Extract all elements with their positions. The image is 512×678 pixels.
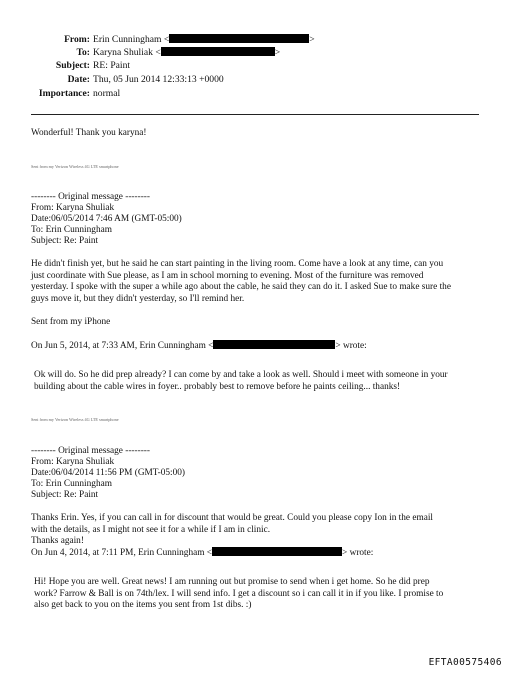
body-line: Ok will do. So he did prep already? I can come by and take a look as well. Should i meet with someone in your bbox=[34, 370, 448, 380]
orig1-to: To: Erin Cunningham bbox=[31, 225, 112, 235]
subject-value: RE: Paint bbox=[93, 60, 131, 71]
body-line: Thanks again! bbox=[31, 536, 84, 547]
redaction-bar bbox=[161, 47, 275, 56]
body-line: yesterday. I spoke with the super a while ago about the cable, he said they can do it. I asked Sue to make sure the bbox=[31, 282, 451, 293]
date-label: Date: bbox=[67, 74, 90, 85]
body-line: also get back to you on the items you sent from 1st dibs. :) bbox=[34, 600, 252, 611]
from-row bbox=[0, 34, 512, 46]
importance-row bbox=[0, 88, 512, 100]
reply-signature: Sent from my Verizon Wireless 4G LTE smartphone bbox=[31, 164, 119, 169]
reply-text: Wonderful! Thank you karyna! bbox=[31, 128, 147, 138]
body-line: Thanks Erin. Yes, if you can call in for discount that would be great. Could you please copy Ion in the email bbox=[31, 513, 434, 523]
redaction-bar bbox=[169, 34, 309, 43]
quoted1-signature: Sent from my Verizon Wireless 4G LTE smartphone bbox=[31, 417, 119, 422]
body-line: guys move it, but they didn't yesterday, so I'll remind her. bbox=[31, 293, 245, 304]
from-label: From: bbox=[64, 34, 90, 45]
quoted2-body bbox=[34, 577, 489, 612]
redaction-bar bbox=[212, 547, 342, 556]
body-line: just coordinate with Sue please, as I am in school morning to evening. Most of the furniture was removed bbox=[31, 270, 424, 281]
redaction-bar bbox=[213, 340, 335, 349]
orig1-subject: Subject: Re: Paint bbox=[31, 236, 99, 246]
orig1-from: From: Karyna Shuliak bbox=[31, 203, 115, 213]
orig2-from: From: Karyna Shuliak bbox=[31, 457, 115, 467]
header-divider bbox=[31, 114, 479, 115]
orig2-divider: -------- Original message -------- bbox=[31, 446, 150, 456]
orig2-wrote-line: On Jun 4, 2014, at 7:11 PM, Erin Cunningham < > wrote: bbox=[31, 548, 374, 558]
orig2-date: Date:06/04/2014 11:56 PM (GMT-05:00) bbox=[31, 468, 185, 478]
subject-row bbox=[0, 60, 512, 72]
body-line: building about the cable wires in foyer.. probably best to remove before he paints ceiling... thanks! bbox=[34, 381, 401, 392]
to-value: Karyna Shuliak < > bbox=[93, 47, 281, 58]
importance-label: Importance: bbox=[38, 88, 90, 99]
quoted1-body bbox=[34, 370, 489, 393]
orig2-body bbox=[31, 513, 486, 548]
body-line: work? Farrow & Ball is on 74th/lex. I will send info. I get a discount so i can call it in if you like. I promise to bbox=[34, 588, 444, 599]
orig1-divider: -------- Original message -------- bbox=[31, 192, 150, 202]
body-line: Hi! Hope you are well. Great news! I am running out but promise to send when i get home. So he did prep bbox=[34, 577, 430, 587]
to-label: To: bbox=[76, 47, 90, 58]
document-id: EFTA00575406 bbox=[428, 657, 502, 668]
orig2-subject: Subject: Re: Paint bbox=[31, 490, 99, 500]
date-row bbox=[0, 74, 512, 86]
orig1-date: Date:06/05/2014 7:46 AM (GMT-05:00) bbox=[31, 214, 182, 224]
date-value: Thu, 05 Jun 2014 12:33:13 +0000 bbox=[93, 74, 224, 85]
orig1-wrote-line: On Jun 5, 2014, at 7:33 AM, Erin Cunningham < > wrote: bbox=[31, 341, 367, 351]
from-value: Erin Cunningham < > bbox=[93, 34, 315, 45]
body-line: with the details, as I might not see it for a while if I am in clinic. bbox=[31, 524, 271, 535]
orig1-sent-from: Sent from my iPhone bbox=[31, 317, 111, 327]
subject-label: Subject: bbox=[55, 60, 90, 71]
to-row bbox=[0, 47, 512, 59]
orig1-body bbox=[31, 259, 486, 305]
importance-value: normal bbox=[93, 88, 121, 99]
orig2-to: To: Erin Cunningham bbox=[31, 479, 112, 489]
body-line: He didn't finish yet, but he said he can start painting in the living room. Come have a look at any time, can you bbox=[31, 259, 444, 269]
